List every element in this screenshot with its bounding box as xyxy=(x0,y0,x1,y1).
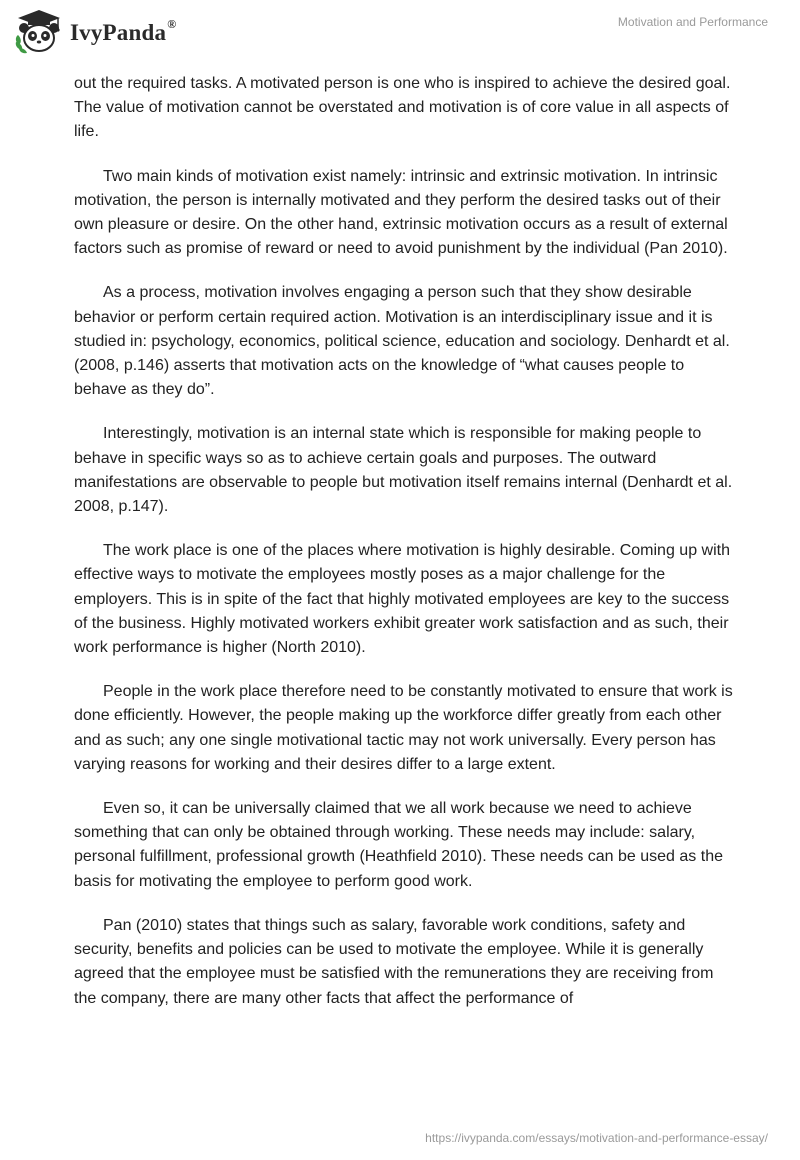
footer-source-url[interactable]: https://ivypanda.com/essays/motivation-and-performance-essay/ xyxy=(425,1131,768,1145)
paragraph-1: out the required tasks. A motivated person is one who is inspired to achieve the desired goal. The value of motivation cannot be overstated and motivation is of core value in all aspects of life. xyxy=(74,75,731,141)
essay-body xyxy=(74,72,734,1031)
ivypanda-logo[interactable] xyxy=(14,9,176,55)
paragraph-7: Even so, it can be universally claimed that we all work because we need to achieve something that can only be obtained through working. These needs may include: salary, personal fulfillment, professional growth (Heathfield 2010). These needs can be used as the basis for motivating the employee to perform good work. xyxy=(74,800,723,890)
document-title: Motivation and Performance xyxy=(617,15,768,29)
brand-name: IvyPanda® xyxy=(70,16,177,45)
paragraph-2: Two main kinds of motivation exist namely: intrinsic and extrinsic motivation. In intrinsic motivation, the person is internally motivated and they perform the desired tasks out of their own pleasure or desire. On the other hand, extrinsic motivation occurs as a result of external factors such as promise of reward or need to avoid punishment by the individual (Pan 2010). xyxy=(74,167,728,258)
paragraph-8: Pan (2010) states that things such as salary, favorable work conditions, safety and security, benefits and policies can be used to motivate the employee. While it is generally agreed that the employee must be satisfied with the remunerations they are receiving from the company, there are many other facts that affect the performance of xyxy=(74,916,714,1007)
paragraph-3: As a process, motivation involves engaging a person such that they show desirable behavior or perform certain required action. Motivation is an interdisciplinary issue and it is studied in: psychology, economics, political science, education and sociology. Denhardt et al. (2008, p.146) asserts that motivation acts on the knowledge of “what causes people to behave as they do”. xyxy=(74,284,730,399)
registered-mark: ® xyxy=(167,16,177,31)
panda-graduate-logo-icon xyxy=(14,9,64,55)
paragraph-5: The work place is one of the places where motivation is highly desirable. Coming up with effective ways to motivate the employees mostly poses as a major challenge for the employers. This is in spite of the fact that highly motivated employees are key to the success of the business. Highly motivated workers exhibit greater work satisfaction and as such, their work performance is higher (North 2010). xyxy=(74,542,730,657)
paragraph-6: People in the work place therefore need to be constantly motivated to ensure that work is done efficiently. However, the people making up the workforce differ greatly from each other and as such; any one single motivational tactic may not work universally. Every person has varying reasons for working and their desires differ to a large extent. xyxy=(74,683,733,773)
paragraph-4: Interestingly, motivation is an internal state which is responsible for making people to behave in specific ways so as to achieve certain goals and purposes. The outward manifestations are observable to people but motivation itself remains internal (Denhardt et al. 2008, p.147). xyxy=(74,425,733,516)
page-header xyxy=(0,0,800,70)
